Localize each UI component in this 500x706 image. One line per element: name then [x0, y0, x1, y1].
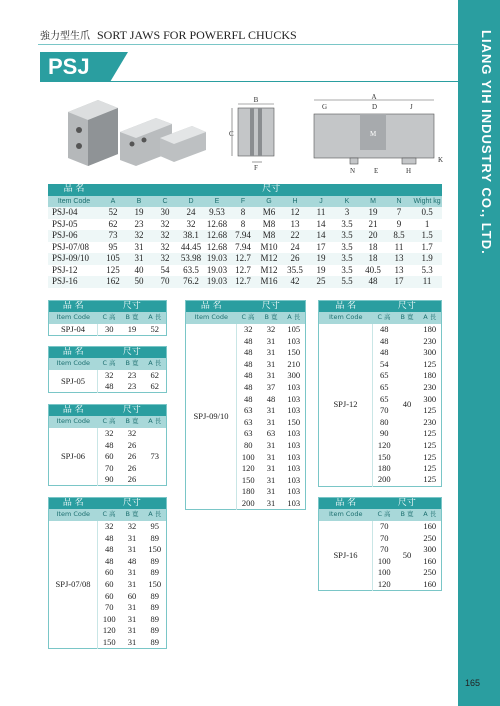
table-row: SPJ-16 70 50 160 [319, 521, 442, 533]
table-row: 200 125 [377, 474, 437, 485]
dim-m: M [370, 130, 377, 138]
spj-0708-table: 品 名 尺寸 Item Code C 高 B 寬 A 長 SPJ-07/08 32 32 95 48 31 89 48 31 150 48 48 89 60 31 89 60 31 150 60 60 89 70 31 89 100 31 89 120 31 89 150 31 89 [48, 497, 167, 649]
spj-16-table: 品 名 尺寸 Item Code C 高 B 寬 A 長 SPJ-16 70 50 160 70 250 70 300 100 160 100 250 120 160 [318, 497, 442, 591]
table-row: 48 23 62 [105, 381, 159, 392]
spj-04-table: 品 名 尺寸 Item Code C 高 B 寬 A 長 SPJ-04 30 19 52 [48, 300, 167, 336]
spec-table [48, 184, 442, 288]
front-view-drawing [306, 92, 448, 176]
table-row: 48 300 [380, 347, 437, 358]
table-row: 48 48 89 [105, 555, 159, 566]
table-row: 90 26 [105, 474, 137, 485]
dim-n: N [350, 167, 356, 175]
model-divider [110, 81, 458, 82]
spj-05-table: 品 名 尺寸 Item Code C 高 B 寬 A 長 SPJ-05 32 23 62 48 23 62 [48, 346, 167, 393]
table-row: SPJ-07/08 32 32 95 [49, 521, 167, 533]
table-row: SPJ-04 30 19 52 [49, 324, 167, 336]
table-row: 100 250 [377, 567, 437, 578]
table-row: 48 31 210 [244, 358, 301, 369]
title-zh: 強力型生爪 [40, 31, 90, 42]
product-photo [60, 92, 210, 172]
table-row: 60 60 89 [105, 590, 159, 601]
spec-col-header: D [178, 196, 204, 208]
spec-col-header: B [126, 196, 152, 208]
table-row: 63 31 103 [244, 405, 301, 416]
table-row: 48 31 300 [244, 370, 301, 381]
spj-06-table: 品 名 尺寸 Item Code C 高 B 寬 A 長 SPJ-06 32 32 73 48 26 60 26 70 26 90 26 [48, 404, 167, 486]
table-row: 65 300 [380, 393, 437, 404]
table-row: 70 31 89 [105, 602, 159, 613]
table-row: 90 125 [380, 428, 437, 439]
table-row: 80 230 [380, 416, 437, 427]
table-row: PSJ-06 73 32 32 38.1 12.68 7.94 M8 22 14 3.5 20 8.5 1.5 [48, 230, 442, 242]
company-name: LIANG YIH INDUSTRY CO., LTD. [479, 30, 494, 255]
title-en: SORT JAWS FOR POWERFL CHUCKS [97, 28, 297, 42]
spec-col-header: K [334, 196, 360, 208]
dim-g: G [322, 103, 328, 111]
table-row: PSJ-07/08 95 31 32 44.45 12.68 7.94 M10 24 17 3.5 18 11 1.7 [52, 241, 433, 252]
table-row: PSJ-16 162 50 70 76.2 19.03 12.7 M16 42 25 5.5 48 17 11 [48, 276, 442, 288]
dim-f: F [254, 164, 258, 172]
table-row: 70 125 [380, 405, 437, 416]
table-row: 120 125 [377, 439, 437, 450]
spec-col-header: J [308, 196, 334, 208]
table-row: PSJ-04 52 19 30 24 9.53 8 M6 12 11 3 19 7 0.5 [48, 207, 442, 219]
table-row: 180 31 103 [241, 486, 301, 497]
table-row: 150 31 103 [241, 474, 301, 485]
table-row: 65 230 [380, 381, 437, 392]
table-row: 48 48 103 [244, 393, 301, 404]
dim-b: B [253, 96, 259, 104]
table-row: 60 31 150 [105, 578, 162, 589]
dim-a: A [371, 93, 377, 101]
table-row: 70 26 [105, 462, 137, 473]
table-row: SPJ-06 32 32 73 [49, 428, 167, 440]
table-row: 60 26 [105, 451, 137, 462]
table-row: 150 31 89 [102, 636, 159, 647]
table-row: PSJ-09/10 105 31 32 53.98 19.03 12.7 M12 26 19 3.5 18 13 1.9 [48, 253, 442, 265]
table-row: 54 125 [380, 358, 437, 369]
table-row: 120 31 103 [241, 463, 301, 474]
table-row: 150 125 [377, 451, 437, 462]
table-row: 200 31 103 [241, 497, 301, 508]
spec-col-header: H [282, 196, 308, 208]
spec-head-size: 尺寸 [100, 184, 442, 196]
table-row: 70 300 [380, 544, 437, 555]
spec-col-header: N [386, 196, 412, 208]
spec-col-header: M [360, 196, 386, 208]
spec-col-header: E [204, 196, 230, 208]
table-row: 65 180 [380, 370, 437, 381]
spec-head-name: 品 名 [48, 184, 100, 196]
spec-col-header: Item Code [48, 196, 100, 208]
model-tab: PSJ [40, 52, 110, 82]
spec-col-header: G [256, 196, 282, 208]
title-divider [38, 44, 458, 45]
table-row: PSJ-12 125 40 54 63.5 19.03 12.7 M12 35.5 19 3.5 40.5 13 5.3 [52, 264, 433, 275]
table-row: 48 31 150 [244, 347, 301, 358]
spec-col-header: C [152, 196, 178, 208]
spj-12-table: 品 名 尺寸 Item Code C 高 B 寬 A 長 SPJ-12 48 40 180 48 230 48 300 54 125 65 180 65 230 65 300 70 125 80 230 90 125 120 125 150 125 180 125 200 125 [318, 300, 442, 487]
table-row: 100 31 89 [102, 613, 159, 624]
table-row: 120 31 89 [102, 625, 159, 636]
side-view-drawing [226, 92, 288, 172]
dim-d: D [372, 103, 378, 111]
table-row: 70 250 [380, 532, 437, 543]
table-row: 100 160 [377, 555, 437, 566]
table-row: PSJ-05 62 23 32 32 12.68 8 M8 13 14 3.5 21 9 1 [52, 218, 430, 229]
page-number: 165 [465, 678, 481, 688]
table-row: 63 31 150 [244, 416, 301, 427]
dim-c: C [229, 130, 234, 138]
table-row: 180 125 [377, 463, 437, 474]
dim-h: H [406, 167, 412, 175]
table-row: 48 230 [380, 335, 437, 346]
spec-col-header: A [100, 196, 126, 208]
table-row: 80 31 103 [244, 439, 301, 450]
table-row: SPJ-12 48 40 180 [319, 324, 442, 336]
table-row: 48 31 103 [244, 335, 301, 346]
table-row: 48 26 [105, 439, 137, 450]
table-row: 100 31 103 [241, 451, 301, 462]
table-row: SPJ-05 32 23 62 [49, 370, 167, 382]
dim-j: J [410, 103, 413, 111]
page-title [40, 27, 297, 43]
table-row: 48 31 89 [105, 532, 159, 543]
table-row: 60 31 89 [105, 567, 159, 578]
table-row: SPJ-09/10 32 32 105 [186, 324, 306, 336]
table-row: 48 37 103 [244, 381, 301, 392]
table-row: 120 160 [377, 578, 437, 589]
dim-e: E [374, 167, 379, 175]
spec-col-header: Wight kg [412, 196, 442, 208]
spj-0910-table: 品 名 尺寸 Item Code C 高 B 寬 A 長 SPJ-09/10 32 32 105 48 31 103 48 31 150 48 31 210 48 31 300 48 37 103 48 48 103 63 31 103 63 31 150 63 63 103 80 31 103 100 31 103 120 31 103 150 31 103 180 31 103 200 31 103 [185, 300, 306, 510]
spec-col-header: F [230, 196, 256, 208]
table-row: 48 31 150 [105, 544, 162, 555]
dim-k: K [438, 156, 444, 164]
table-row: 63 63 103 [244, 428, 301, 439]
